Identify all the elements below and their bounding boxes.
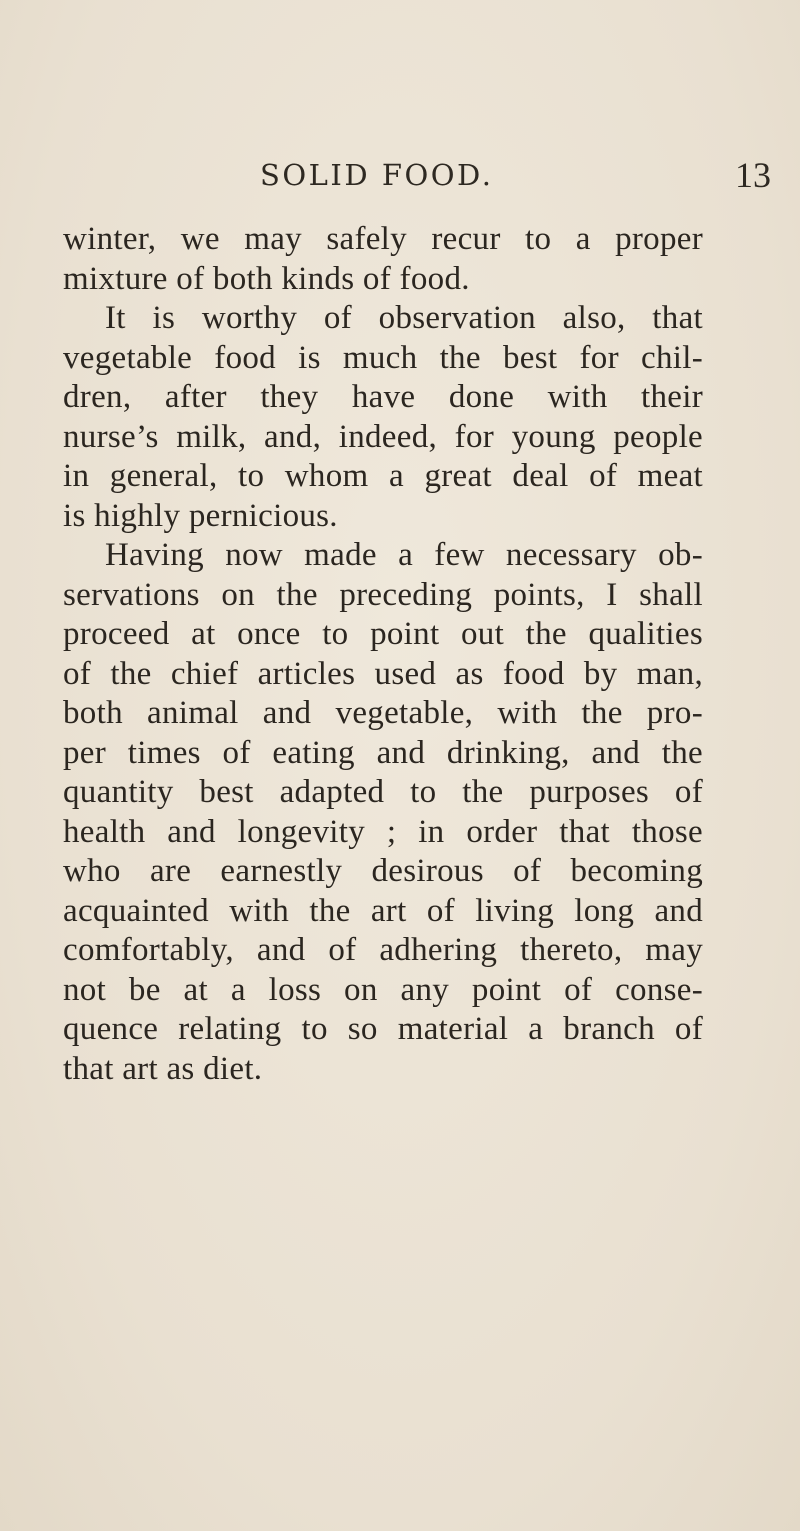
body-text xyxy=(63,220,703,1089)
text-line: comfortably, and of adhering thereto, may xyxy=(63,932,703,968)
text-line: of the chief articles used as food by man, xyxy=(63,655,703,692)
paragraph-3 xyxy=(63,536,703,1089)
text-line: mixture of both kinds of food. xyxy=(63,260,470,297)
text-line: that art as diet. xyxy=(63,1050,263,1087)
text-line: acquainted with the art of living long and xyxy=(63,892,703,929)
text-line: nurse’s milk, and, indeed, for young people xyxy=(63,418,703,455)
text-line: winter, we may safely recur to a proper xyxy=(63,221,703,257)
text-line: dren, after they have done with their xyxy=(63,379,703,415)
text-line: not be at a loss on any point of conse- xyxy=(63,971,703,1008)
page-number: 13 xyxy=(735,155,771,195)
text-line: quence relating to so material a branch of xyxy=(63,1011,703,1047)
text-line: quantity best adapted to the purposes of xyxy=(63,774,703,810)
text-line: proceed at once to point out the qualities xyxy=(63,616,703,652)
text-line: It is worthy of observation also, that xyxy=(105,300,703,336)
text-line: is highly pernicious. xyxy=(63,497,338,534)
running-title: SOLID FOOD. xyxy=(260,158,494,192)
text-line: Having now made a few necessary ob- xyxy=(105,537,703,573)
text-line: who are earnestly desirous of becoming xyxy=(63,853,703,889)
text-line: in general, to whom a great deal of meat xyxy=(63,458,703,494)
paragraph-1 xyxy=(63,220,703,299)
paragraph-2 xyxy=(63,299,703,536)
text-line: vegetable food is much the best for chil- xyxy=(63,339,703,376)
running-head xyxy=(0,155,800,198)
text-line: both animal and vegetable, with the pro- xyxy=(63,695,703,731)
text-line: servations on the preceding points, I shall xyxy=(63,576,703,613)
text-line: per times of eating and drinking, and the xyxy=(63,734,703,771)
text-line: health and longevity ; in order that those xyxy=(63,813,703,850)
